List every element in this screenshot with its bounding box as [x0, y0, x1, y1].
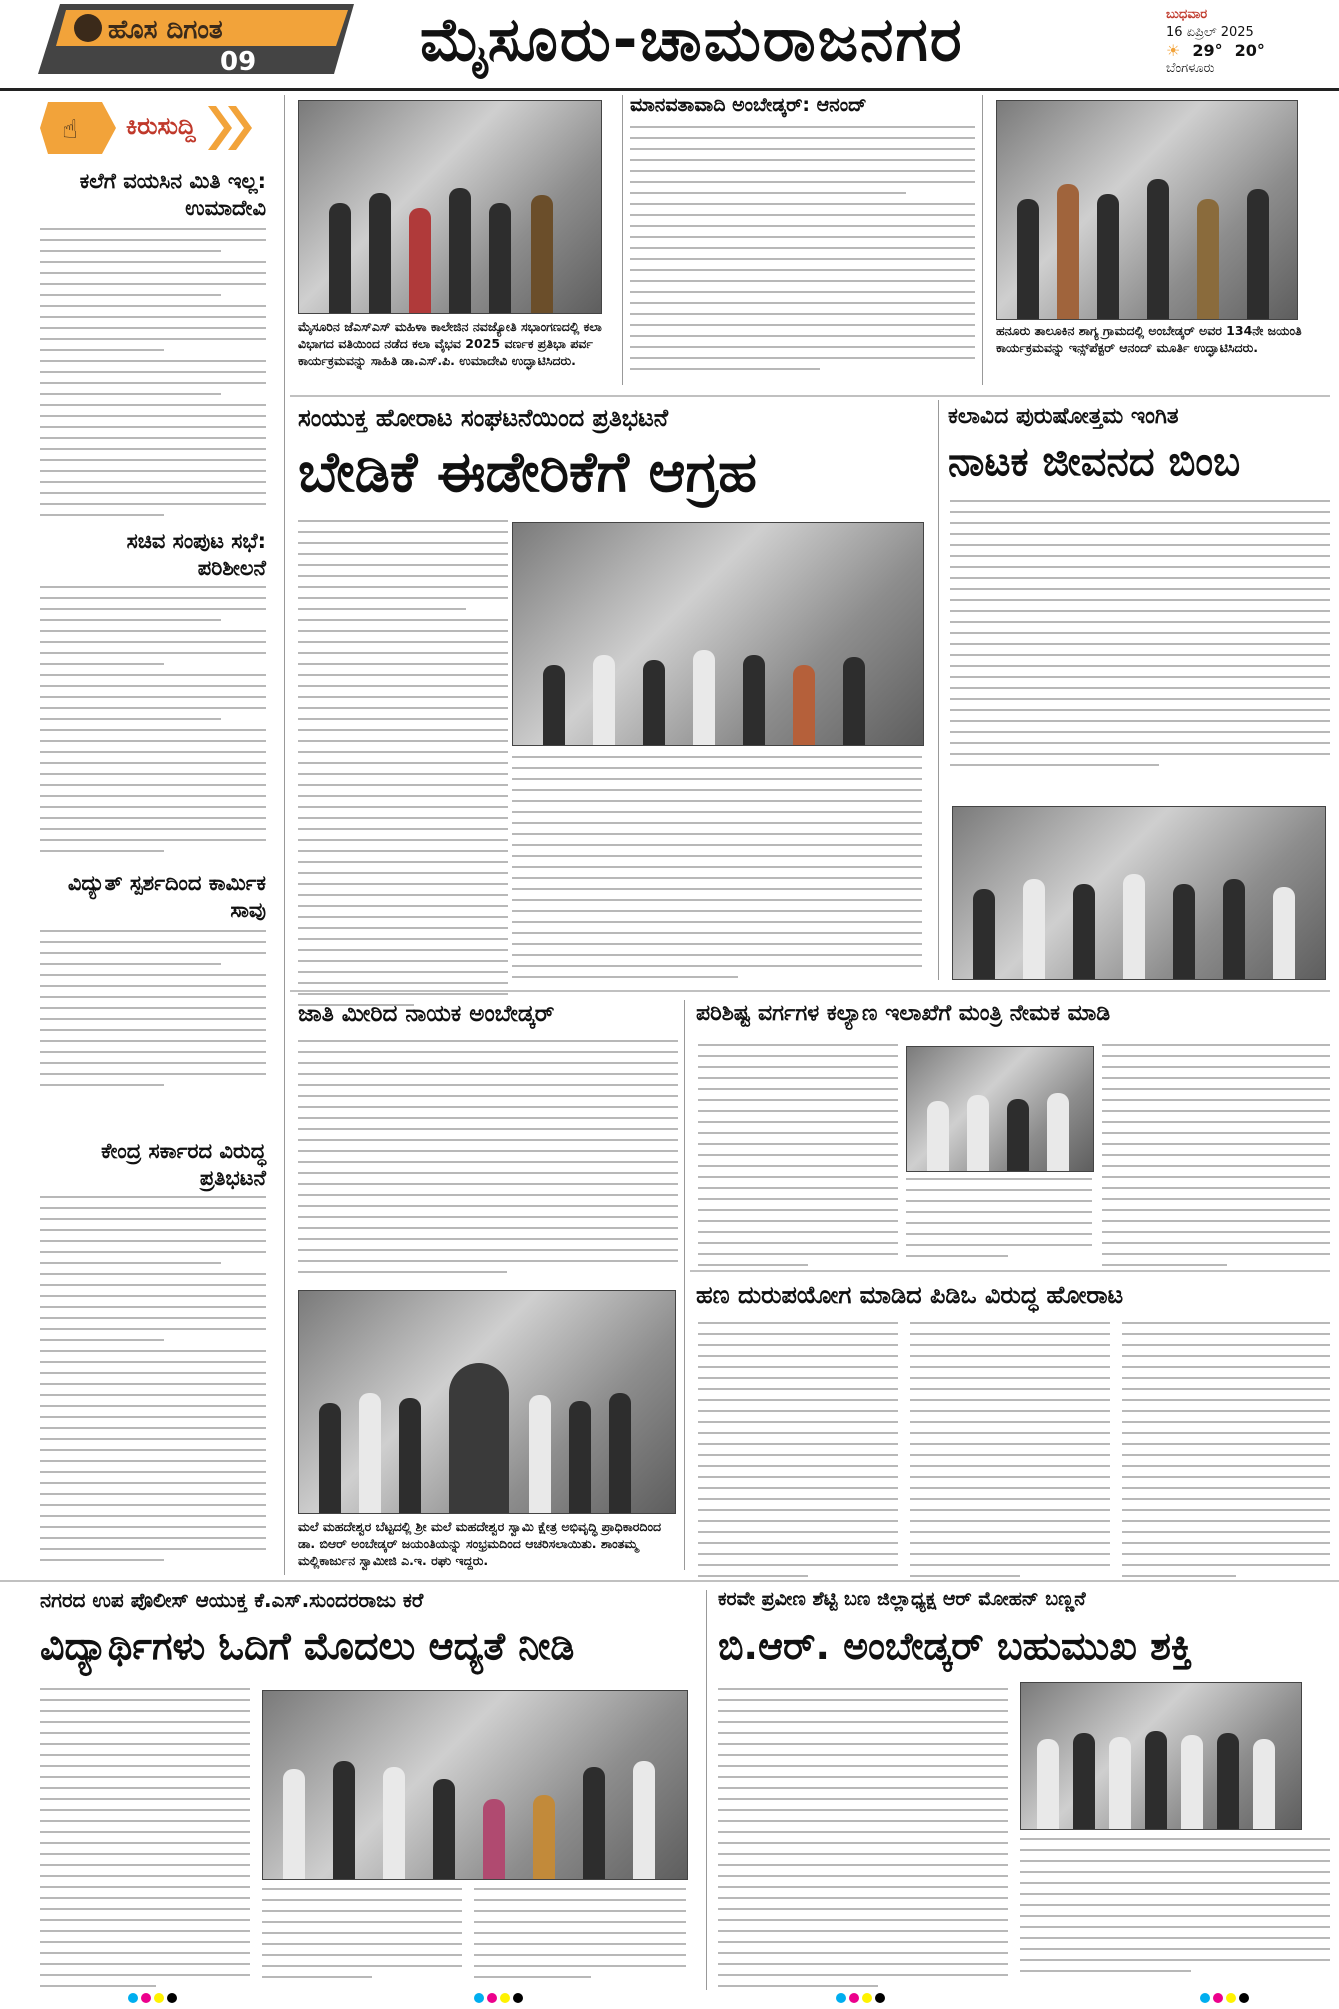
brief-headline: ಸಚಿವ ಸಂಪುಟ ಸಭೆ: ಪರಿಶೀಲನೆ: [126, 529, 266, 580]
article-body: [910, 1322, 1110, 1572]
article-body: [698, 1322, 898, 1572]
photo-caption: ಮಲೆ ಮಹದೇಶ್ವರ ಬೆಟ್ಟದಲ್ಲಿ ಶ್ರೀ ಮಲೆ ಮಹದೇಶ್ವರ ಸ್ವಾಮಿ ಕ್ಷೇತ್ರ ಅಭಿವೃದ್ಧಿ ಪ್ರಾಧಿಕಾರದಿಂದ ಡಾ. ಬಿಆರ್ ಅಂಬೇಡ್ಕರ್ ಜಯಂತಿಯನ್ನು ಸಂಭ್ರಮದಿಂದ ಆಚರಿಸಲಾಯಿತು. ಶಾಂತಮ್ಮ ಮಲ್ಲಿಕಾರ್ಜುನ ಸ್ವಾಮೀಜಿ ಎ.ಇ. ರಘು ಇದ್ದರು.: [298, 1519, 662, 1568]
section-rule: [290, 395, 1330, 397]
article-body: [40, 1196, 266, 1576]
article-body: [950, 500, 1330, 800]
brief-headline: ಕೇಂದ್ರ ಸರ್ಕಾರದ ವಿರುದ್ಧ ಪ್ರತಿಭಟನೆ: [101, 1139, 266, 1190]
drama-headline: ನಾಟಕ ಜೀವನದ ಬಿಂಬ: [948, 439, 1241, 485]
print-registration-dots: [128, 1993, 177, 2003]
protest-photo: [512, 522, 924, 746]
column-divider: [706, 1590, 707, 1990]
article-body: [1122, 1322, 1330, 1572]
column-divider: [982, 95, 983, 385]
brief-news-title: ಕಿರುಸುದ್ದಿ: [126, 112, 196, 140]
article-body: [40, 930, 266, 1130]
hand-icon: ☝: [62, 115, 78, 145]
logo-text: ಹೊಸ ದಿಗಂತ: [108, 15, 223, 45]
weekday: ಬುಧವಾರ: [1166, 7, 1208, 22]
event-photo: [1020, 1682, 1302, 1830]
karave-kicker: ಕರವೇ ಪ್ರವೀಣ ಶೆಟ್ಟಿ ಬಣ ಜಿಲ್ಲಾಧ್ಯಕ್ಷ ಆರ್ ಮೋಹನ್ ಬಣ್ಣನೆ: [718, 1588, 1086, 1610]
brief-headline: ಕಲೆಗೆ ವಯಸಿನ ಮಿತಿ ಇಲ್ಲ: ಉಮಾದೇವಿ: [79, 169, 266, 220]
print-registration-dots: [1200, 1993, 1249, 2003]
protest-headline: ಬೇಡಿಕೆ ಈಡೇರಿಕೆಗೆ ಆಗ್ರಹ: [298, 440, 757, 505]
article-body: [630, 126, 975, 386]
masthead-logo: [38, 4, 354, 78]
event-photo: [996, 100, 1298, 320]
brief-headline: ವಿದ್ಯುತ್ ಸ್ಪರ್ಶದಿಂದ ಕಾರ್ಮಿಕ ಸಾವು: [67, 871, 266, 922]
police-kicker: ನಗರದ ಉಪ ಪೊಲೀಸ್ ಆಯುಕ್ತ ಕೆ.ಎಸ್.ಸುಂದರರಾಜು ಕರೆ: [40, 1588, 424, 1612]
event-photo: [298, 100, 602, 314]
page-title: ಮೈಸೂರು-ಚಾಮರಾಜನಗರ: [420, 5, 964, 75]
article-body: [40, 586, 266, 866]
photo-caption: ಮೈಸೂರಿನ ಜೆಎಸ್‌ಎಸ್ ಮಹಿಳಾ ಕಾಲೇಜಿನ ನವಜ್ಯೋತಿ ಸಭಾಂಗಣದಲ್ಲಿ ಕಲಾ ವಿಭಾಗದ ವತಿಯಿಂದ ನಡೆದ ಕಲಾ ವೈಭವ 2025 ವರ್ಣಕ ಪ್ರತಿಭಾ ಪರ್ವ ಕಾರ್ಯಕ್ರಮವನ್ನು ಸಾಹಿತಿ ಡಾ.ಎಸ್.ಪಿ. ಉಮಾದೇವಿ ಉದ್ಘಾಟಿಸಿದರು.: [298, 319, 602, 368]
article-body: [298, 1040, 678, 1280]
article-body: [906, 1178, 1092, 1268]
article-body: [40, 1688, 250, 1988]
brief-news-label: [40, 98, 262, 158]
protest-kicker: ಸಂಯುಕ್ತ ಹೋರಾಟ ಸಂಘಟನೆಯಿಂದ ಪ್ರತಿಭಟನೆ: [298, 404, 669, 432]
welfare-headline: ಪರಿಶಿಷ್ಟ ವರ್ಗಗಳ ಕಲ್ಯಾಣ ಇಲಾಖೆಗೆ ಮಂತ್ರಿ ನೇಮಕ ಮಾಡಿ: [696, 1001, 1111, 1026]
column-divider: [284, 95, 285, 1575]
section-rule: [690, 1270, 1330, 1272]
event-photo: [262, 1690, 688, 1880]
pdo-headline: ಹಣ ದುರುಪಯೋಗ ಮಾಡಿದ ಪಿಡಿಒ ವಿರುದ್ಧ ಹೋರಾಟ: [696, 1281, 1124, 1309]
temp-low: 20°: [1234, 41, 1265, 60]
article-body: [474, 1888, 686, 1988]
masthead-rule: [0, 88, 1339, 91]
article-body: [298, 520, 508, 980]
article-body: [698, 1044, 898, 1264]
article-body: [262, 1888, 462, 1988]
sun-icon: ☀: [1166, 41, 1181, 60]
article-body: [1102, 1044, 1330, 1264]
date-block: [1166, 6, 1326, 78]
print-registration-dots: [836, 1993, 885, 2003]
article-body: [40, 228, 266, 538]
column-divider: [684, 1000, 685, 1570]
date: 16 ಏಪ್ರಿಲ್ 2025: [1166, 25, 1254, 40]
ambedkar-headline: ಮಾನವತಾವಾದಿ ಅಂಬೇಡ್ಕರ್: ಆನಂದ್: [630, 94, 867, 116]
police-headline: ವಿದ್ಯಾರ್ಥಿಗಳು ಓದಿಗೆ ಮೊದಲು ಆದ್ಯತೆ ನೀಡಿ: [40, 1624, 575, 1668]
column-divider: [938, 400, 939, 980]
column-divider: [622, 95, 623, 385]
section-rule: [0, 1580, 1339, 1582]
section-rule: [290, 990, 1330, 992]
karave-headline: ಬಿ.ಆರ್. ಅಂಬೇಡ್ಕರ್ ಬಹುಮುಖ ಶಕ್ತಿ: [718, 1624, 1192, 1668]
print-registration-dots: [474, 1993, 523, 2003]
caste-headline: ಜಾತಿ ಮೀರಿದ ನಾಯಕ ಅಂಬೇಡ್ಕರ್: [298, 1001, 555, 1027]
event-photo: [952, 806, 1326, 980]
city: ಬೆಂಗಳೂರು: [1166, 61, 1215, 76]
article-body: [512, 756, 922, 976]
event-photo: [906, 1046, 1094, 1172]
temp-high: 29°: [1192, 41, 1223, 60]
page-number: 09: [220, 47, 257, 77]
article-body: [1020, 1838, 1330, 1988]
event-photo: [298, 1290, 676, 1514]
photo-caption: ಹನೂರು ತಾಲೂಕಿನ ಶಾಗ್ಯ ಗ್ರಾಮದಲ್ಲಿ ಅಂಬೇಡ್ಕರ್ ಅವರ 134ನೇ ಜಯಂತಿ ಕಾರ್ಯಕ್ರಮವನ್ನು ಇನ್ಸ್‌ಪೆಕ್ಟರ್ ಆನಂದ್ ಮೂರ್ತಿ ಉದ್ಘಾಟಿಸಿದರು.: [996, 323, 1302, 355]
article-body: [718, 1688, 1008, 1988]
drama-kicker: ಕಲಾವಿದ ಪುರುಷೋತ್ತಮ ಇಂಗಿತ: [948, 404, 1179, 429]
